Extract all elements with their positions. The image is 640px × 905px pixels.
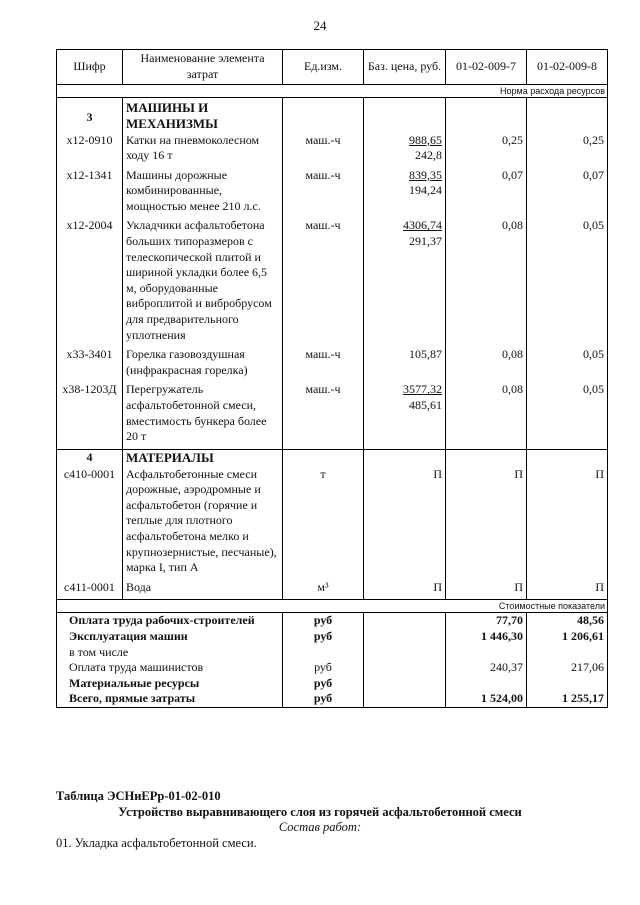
resource-code: х12-0910 <box>57 133 123 168</box>
table-row <box>57 580 608 600</box>
price-bottom: 485,61 <box>409 398 442 412</box>
summary-row <box>57 645 608 661</box>
composition-heading: Состав работ: <box>278 820 362 834</box>
header-unit: Ед.изм. <box>283 50 364 85</box>
resource-price <box>364 347 446 382</box>
resource-code: х12-1341 <box>57 168 123 219</box>
resource-code: х12-2004 <box>57 218 123 347</box>
section-title: МАТЕРИАЛЫ <box>123 449 283 466</box>
summary-label: Всего, прямые затраты <box>57 691 283 707</box>
table-subtitle: Устройство выравнивающего слоя из горячей асфальтобетонной смеси <box>118 805 522 819</box>
norm-b: 0,07 <box>527 168 608 219</box>
header-row <box>57 50 608 85</box>
table-row <box>57 467 608 580</box>
norm-a: 0,08 <box>446 218 527 347</box>
norm-a: 0,08 <box>446 382 527 449</box>
section-row <box>57 98 608 133</box>
resource-code: х33-3401 <box>57 347 123 382</box>
norm-b: 0,05 <box>527 382 608 449</box>
table-row <box>57 382 608 449</box>
norm-a: П <box>446 580 527 600</box>
norm-a: 0,25 <box>446 133 527 168</box>
price-bottom: 291,37 <box>409 234 442 249</box>
resource-name: Вода <box>123 580 283 600</box>
section-number: 3 <box>57 98 123 133</box>
norm-b: 0,05 <box>527 218 608 347</box>
resource-name: Горелка газовоздушная (инфракрасная горелка) <box>123 347 283 382</box>
resource-name: Катки на пневмоколесном ходу 16 т <box>123 133 283 168</box>
summary-row <box>57 691 608 707</box>
summary-a: 77,70 <box>446 613 527 629</box>
header-price: Баз. цена, руб. <box>364 50 446 85</box>
summary-label: Оплата труда рабочих-строителей <box>57 613 283 629</box>
resource-code: с410-0001 <box>57 467 123 580</box>
resource-price <box>364 133 446 168</box>
resource-code: х38-1203Д <box>57 382 123 449</box>
cost-label: Стоимостные показатели <box>57 600 608 613</box>
price-bottom: 242,8 <box>415 148 442 163</box>
resource-name: Укладчики асфальтобетона больших типоразмеров с телескопической плитой и шириной укладки более 6,5 м, оборудованные виброплитой и вибробрусом для предварительного уплотнения <box>123 218 283 347</box>
norm-b: П <box>527 467 608 580</box>
page-number: 24 <box>313 18 327 33</box>
cost-label-row <box>57 600 608 613</box>
summary-unit <box>283 645 364 661</box>
table-title: Таблица ЭСНиЕРр-01-02-010 <box>56 789 221 803</box>
summary-row <box>57 660 608 676</box>
table-row <box>57 218 608 347</box>
resource-name: Асфальтобетонные смеси дорожные, аэродромные и асфальтобетон (горячие и теплые для плотного асфальтобетона мелко и крупнозернистые, песчаные), марка I, тип А <box>123 467 283 580</box>
summary-label: в том числе <box>57 645 283 661</box>
price-top: 3577,32 <box>403 382 442 397</box>
summary-label: Эксплуатация машин <box>57 629 283 645</box>
summary-a: 1 524,00 <box>446 691 527 707</box>
section-title: МАШИНЫ И МЕХАНИЗМЫ <box>123 98 283 133</box>
summary-label: Оплата труда машинистов <box>57 660 283 676</box>
header-name: Наименование элемента затрат <box>123 50 283 85</box>
price-top: 839,35 <box>409 167 442 182</box>
resource-price: П <box>364 467 446 580</box>
summary-unit: руб <box>283 691 364 707</box>
price-top: 988,65 <box>409 132 442 147</box>
resource-price: П <box>364 580 446 600</box>
resource-name: Перегружатель асфальтобетонной смеси, вместимость бункера более 20 т <box>123 382 283 449</box>
norm-b: 0,05 <box>527 347 608 382</box>
summary-label: Материальные ресурсы <box>57 676 283 692</box>
resource-unit: т <box>283 467 364 580</box>
header-col-a: 01-02-009-7 <box>446 50 527 85</box>
resource-unit: маш.-ч <box>283 218 364 347</box>
summary-b: 1 206,61 <box>527 629 608 645</box>
resource-unit: маш.-ч <box>283 168 364 219</box>
resource-code: с411-0001 <box>57 580 123 600</box>
table-row <box>57 347 608 382</box>
summary-row <box>57 613 608 629</box>
header-col-b: 01-02-009-8 <box>527 50 608 85</box>
work-item: 01. Укладка асфальтобетонной смеси. <box>56 836 257 850</box>
summary-unit: руб <box>283 676 364 692</box>
price-top: 4306,74 <box>403 218 442 233</box>
norm-a: 0,07 <box>446 168 527 219</box>
norm-label-row <box>57 85 608 98</box>
resource-unit: м³ <box>283 580 364 600</box>
summary-a <box>446 676 527 692</box>
resource-unit: маш.-ч <box>283 382 364 449</box>
summary-unit: руб <box>283 613 364 629</box>
summary-a: 1 446,30 <box>446 629 527 645</box>
summary-unit: руб <box>283 629 364 645</box>
norm-a: П <box>446 467 527 580</box>
norm-b: П <box>527 580 608 600</box>
table-row <box>57 133 608 168</box>
summary-b <box>527 676 608 692</box>
price-bottom: 194,24 <box>409 183 442 198</box>
summary-a <box>446 645 527 661</box>
summary-row <box>57 676 608 692</box>
resource-price <box>364 218 446 347</box>
section-row <box>57 449 608 466</box>
resource-table <box>56 49 608 708</box>
price-top: 105,87 <box>409 347 442 362</box>
summary-b: 217,06 <box>527 660 608 676</box>
summary-unit: руб <box>283 660 364 676</box>
norm-b: 0,25 <box>527 133 608 168</box>
summary-b <box>527 645 608 661</box>
norm-a: 0,08 <box>446 347 527 382</box>
summary-row <box>57 629 608 645</box>
resource-price <box>364 382 446 449</box>
resource-price <box>364 168 446 219</box>
resource-unit: маш.-ч <box>283 133 364 168</box>
section-number: 4 <box>57 449 123 466</box>
resource-name: Машины дорожные комбинированные, мощностью менее 210 л.с. <box>123 168 283 219</box>
summary-a: 240,37 <box>446 660 527 676</box>
resource-unit: маш.-ч <box>283 347 364 382</box>
norm-label: Норма расхода ресурсов <box>57 85 608 98</box>
header-code: Шифр <box>57 50 123 85</box>
table-row <box>57 168 608 219</box>
summary-b: 1 255,17 <box>527 691 608 707</box>
summary-b: 48,56 <box>527 613 608 629</box>
